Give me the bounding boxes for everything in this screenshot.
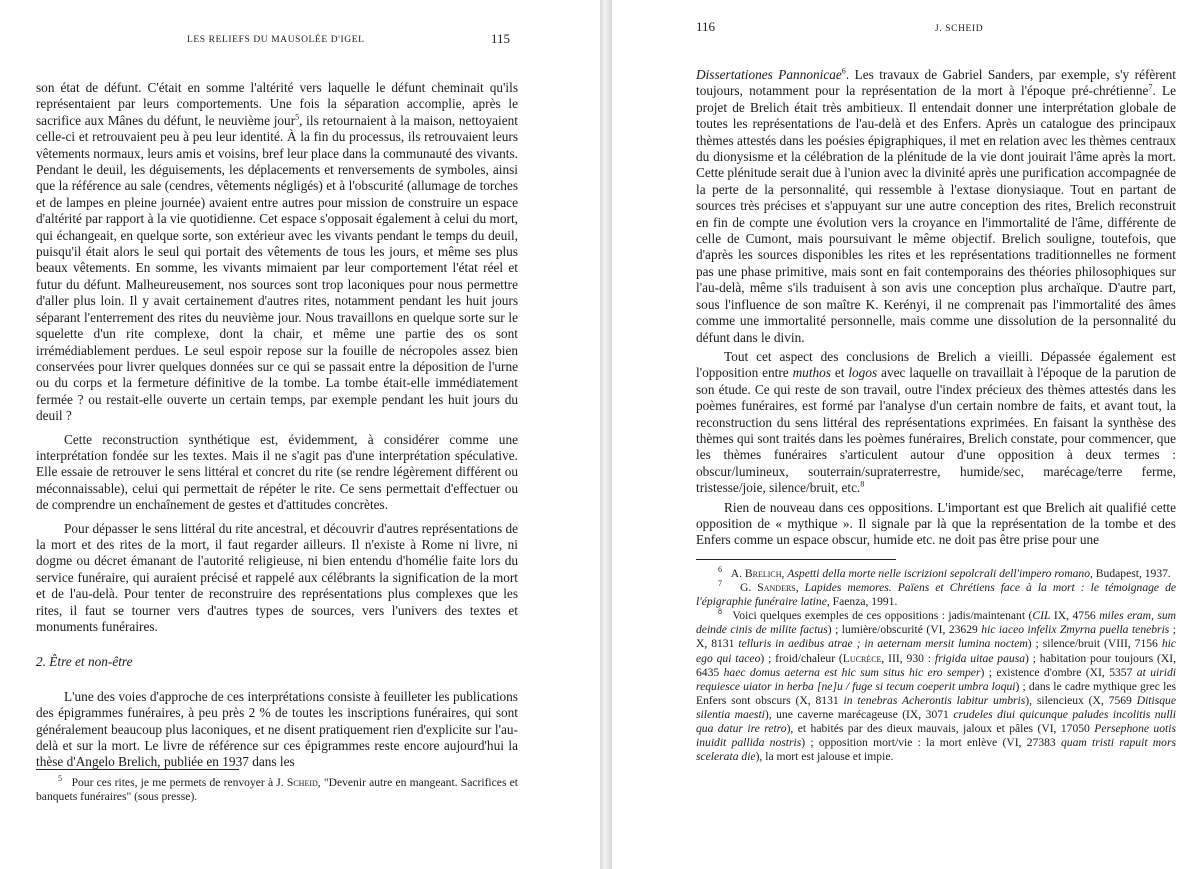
right-page (615, 0, 1201, 869)
page-number-left: 115 (491, 31, 511, 46)
footnote-ref: 6 (841, 66, 846, 76)
running-head-left: LES RELIEFS DU MAUSOLÉE D'IGEL (187, 35, 365, 45)
footnote-6: $^6$ A. Brelich, Aspetti della morte nelle iscrizioni sepolcrali dell'impero romano, Budapest, 1937. (718, 565, 1171, 580)
page-number-right: 116 (696, 19, 716, 34)
footnote-rule (696, 559, 896, 560)
paragraph: L'une des voies d'approche de ces interprétations consiste à feuilleter les publications des épigrammes funéraires, à peu près 2 % de toutes les inscriptions funéraires, qui sont généralement beaucoup plus laconiques, et ne disent pratiquement rien d'explicite sur l'au-delà et sur la mort. Le livre de référence sur ces épigrammes reste encore aujourd'hui la thèse d'Angelo Brelich, publiée en 1937 dans les (36, 688, 518, 770)
left-page (0, 0, 596, 869)
paragraph: son état de défunt. C'était en somme l'altérité vers laquelle le défunt cheminait qu'ils représentaient par leurs comportements. Une fois la séparation accomplie, après le sacrifice aux Mânes du défunt, le neuvième jour$^5$, ils retournaient à la maison, nettoyaient celle-ci et retrouvaient peu à peu leur identité. À la fin du processus, ils retrouvaient leurs vêtements normaux, leurs amis et voisins, bref leur place dans la communauté des vivants. Pendant le deuil, les déguisements, les déplacements et renversements de symboles, ainsi que la référence au sale (cendres, vêtements négligés) et à l'obscurité (allumage de torches et de lampes en pleine journée) avaient entre autres pour mission de construire un espace d'altérité par rapport à la vie quotidienne. Cet espace s'opposait également à celui du mort, qui échangeait, en quelque sorte, son extérieur avec les vivants pendant le temps du deuil, puisqu'il était alors le seul qui portait des vêtements de tous les jours, et même ses plus beaux vêtements. En somme, les vivants mimaient par leur comportement l'état réel et futur du défunt. Malheureusement, nos sources sont trop laconiques pour nous permettre d'aller plus loin. Il y avait certainement d'autres rites, notamment pendant les huit jours séparant l'enterrement des rites du neuvième jour. Nous travaillons en quelque sorte sur le squelette d'un rite complexe, dont la chair, et même une partie des os sont irrémédiablement perdues. Le seul espoir repose sur la fouille de nécropoles assez bien conservées pour livrer quelques données sur ce qui se passait entre la déposition de l'urne ou du corps et la fermeture définitive de la tombe. La tombe était-elle immédiatement fermée ? ou restait-elle ouverte un certain temps, par exemple pendant les huit jours du deuil ? (36, 80, 518, 424)
footnote-ref: 8 (860, 479, 865, 489)
paragraph: Tout cet aspect des conclusions de Brelich a vieilli. Dépassée également est l'opposition entre muthos et logos avec laquelle on travaillait à l'époque de la parution de son étude. Ce qui reste de son travail, outre l'index précieux des thèmes attestés dans les poèmes funéraires, est formé par l'analyse d'un certain nombre de faits, et avant tout, la reconstruction du sens littéral des représentations exprimées. En faisant la synthèse des thèmes qui sont traités dans les poèmes funéraires, Brelich constate, pour commencer, que les thèmes funéraires s'articulent autour d'une opposition à deux termes : obscur/lumineux, souterrain/supraterrestre, humide/sec, marécage/terre ferme, tristesse/joie, silence/bruit, etc.$^8$ (696, 348, 1176, 496)
paragraph: Cette reconstruction synthétique est, évidemment, à considérer comme une interprétation fondée sur les textes. Mais il ne s'agit pas d'une interprétation spéculative. Elle essaie de retrouver le sens littéral et concret du rite (se rendre légèrement différent ou méconnaissable), celui qui permettait de répéter le rite. Ce sens permettait d'effectuer ou de comprendre un enchaînement de gestes et d'attitudes concrètes. (36, 431, 518, 513)
left-body-text (36, 80, 518, 771)
left-footnotes (36, 776, 518, 804)
footnote-ref: 7 (1148, 82, 1153, 92)
paragraph: Dissertationes Pannonicae$^6$. Les travaux de Gabriel Sanders, par exemple, s'y réfèrent toujours, notamment pour la représentation de la mort à l'époque pré-chrétienne$^7$. Le projet de Brelich était très ambitieux. Il entendait donner une interprétation globale de toutes les représentations de l'au-delà et des Enfers. Après un catalogue des principaux thèmes attestés dans les poésies épigraphiques, il met en relation avec les thèmes centraux du dionysisme et la célébration de la plénitude de la vie dont jouirait l'âme après la mort. Cette plénitude serait due à l'union avec la divinité après une purification accompagnée de la perte de la personnalité, qui ressemble à l'extase dionysiaque. Tout en partant de sources très précises et s'appuyant sur une autre conception des rites, Brelich reconstruit en fin de compte une évolution vers la croyance en l'immortalité de l'âme, différente de celle de Cumont, mais poursuivant le même objectif. Brelich souligne, toutefois, que d'après les sources disponibles les rites et les représentations traditionnelles ne forment pas une phase primitive, mais sont en fait contemporains des théories philosophiques sur l'au-delà, même s'ils traduisent à son avis une conception plus archaïque. D'autre part, sous l'influence de son maître K. Kerényi, il ne comprenait pas l'immortalité des âmes comme une immortalité personnelle, mais comme une dissolution de la personnalité du défunt dans le divin. (696, 66, 1176, 345)
running-head-right: J. SCHEID (935, 24, 984, 34)
paragraph: Pour dépasser le sens littéral du rite ancestral, et découvrir d'autres représentations de la mort et des rites de la mort, il faut regarder ailleurs. Il n'existe à Rome ni livre, ni dogme ou décret émanant de l'autorité religieuse, ni bien entendu d'homélie faite lors du service funéraire, qui auraient précisé et rappelé aux célébrants la signification de la mort et de l'au-delà. Pour tenter de reconstruire des représentations plus complexes que les rites, il faut se tourner vers d'autres types de sources, vers l'univers des textes et monuments funéraires. (36, 520, 518, 634)
footnote-rule (36, 769, 239, 770)
right-footnotes (696, 567, 1176, 764)
footnote-7: $^7$ G. Sanders, Lapides memores. Païens et Chrétiens face à la mort : le témoignage de l'épigraphie funéraire latine, Faenza, 1991. (696, 579, 1177, 609)
footnote-5: $^5$ Pour ces rites, je me permets de renvoyer à J. Scheid, "Devenir autre en mangeant. Sacrifices et banquets funéraires" (sous presse). (36, 774, 519, 804)
section-heading: 2. Être et non-être (36, 654, 133, 670)
paragraph: Rien de nouveau dans ces oppositions. L'important est que Brelich ait qualifié cette opposition de « mythique ». Il signale par là que la représentation de la tombe et des Enfers comme un espace obscur, humide etc. ne doit pas être prise pour une (696, 499, 1176, 548)
footnote-ref: 5 (295, 112, 300, 122)
footnote-8: $^8$ Voici quelques exemples de ces oppositions : jadis/maintenant (CIL IX, 4756 miles eram, sum deinde cinis de milite factus) ; lumière/obscurité (VI, 23629 hic iaceo infelix Zmyrna puella tenebris ; X, 8131 telluris in aedibus atrae ; in aeternam mersit lumina noctem) ; silence/bruit (VIII, 7156 hic ego qui taceo) ; froid/chaleur (Lucrèce, III, 930 : frigida uitae pausa) ; habitation pour toujours (XI, 6435 haec domus aeterna est hic sum situs hic ero semper) ; existence d'ombre (XI, 5357 at uiridi requiesce uiator in herba [ne]u / fuge si tecum coeperit umbra loqui) ; dans le cadre mythique grec les Enfers sont obscurs (X, 8131 in tenebras Acherontis labitur umbris), silencieux (X, 7569 Ditisque silentia maesti), une caverne marécageuse (IX, 3071 crudeles diui quicunque paludes incolitis nulli qua datur ire retro), et habités par des dieux mauvais, jaloux et pâles (VI, 17050 Persephone uotis inuidit pallida nostris) ; opposition mort/vie : la mort enlève (VI, 27383 quam tristi rapuit mors scelerata die), la mort est jalouse et impie. (696, 607, 1177, 764)
book-gutter (600, 0, 612, 869)
right-body-text (696, 67, 1176, 549)
